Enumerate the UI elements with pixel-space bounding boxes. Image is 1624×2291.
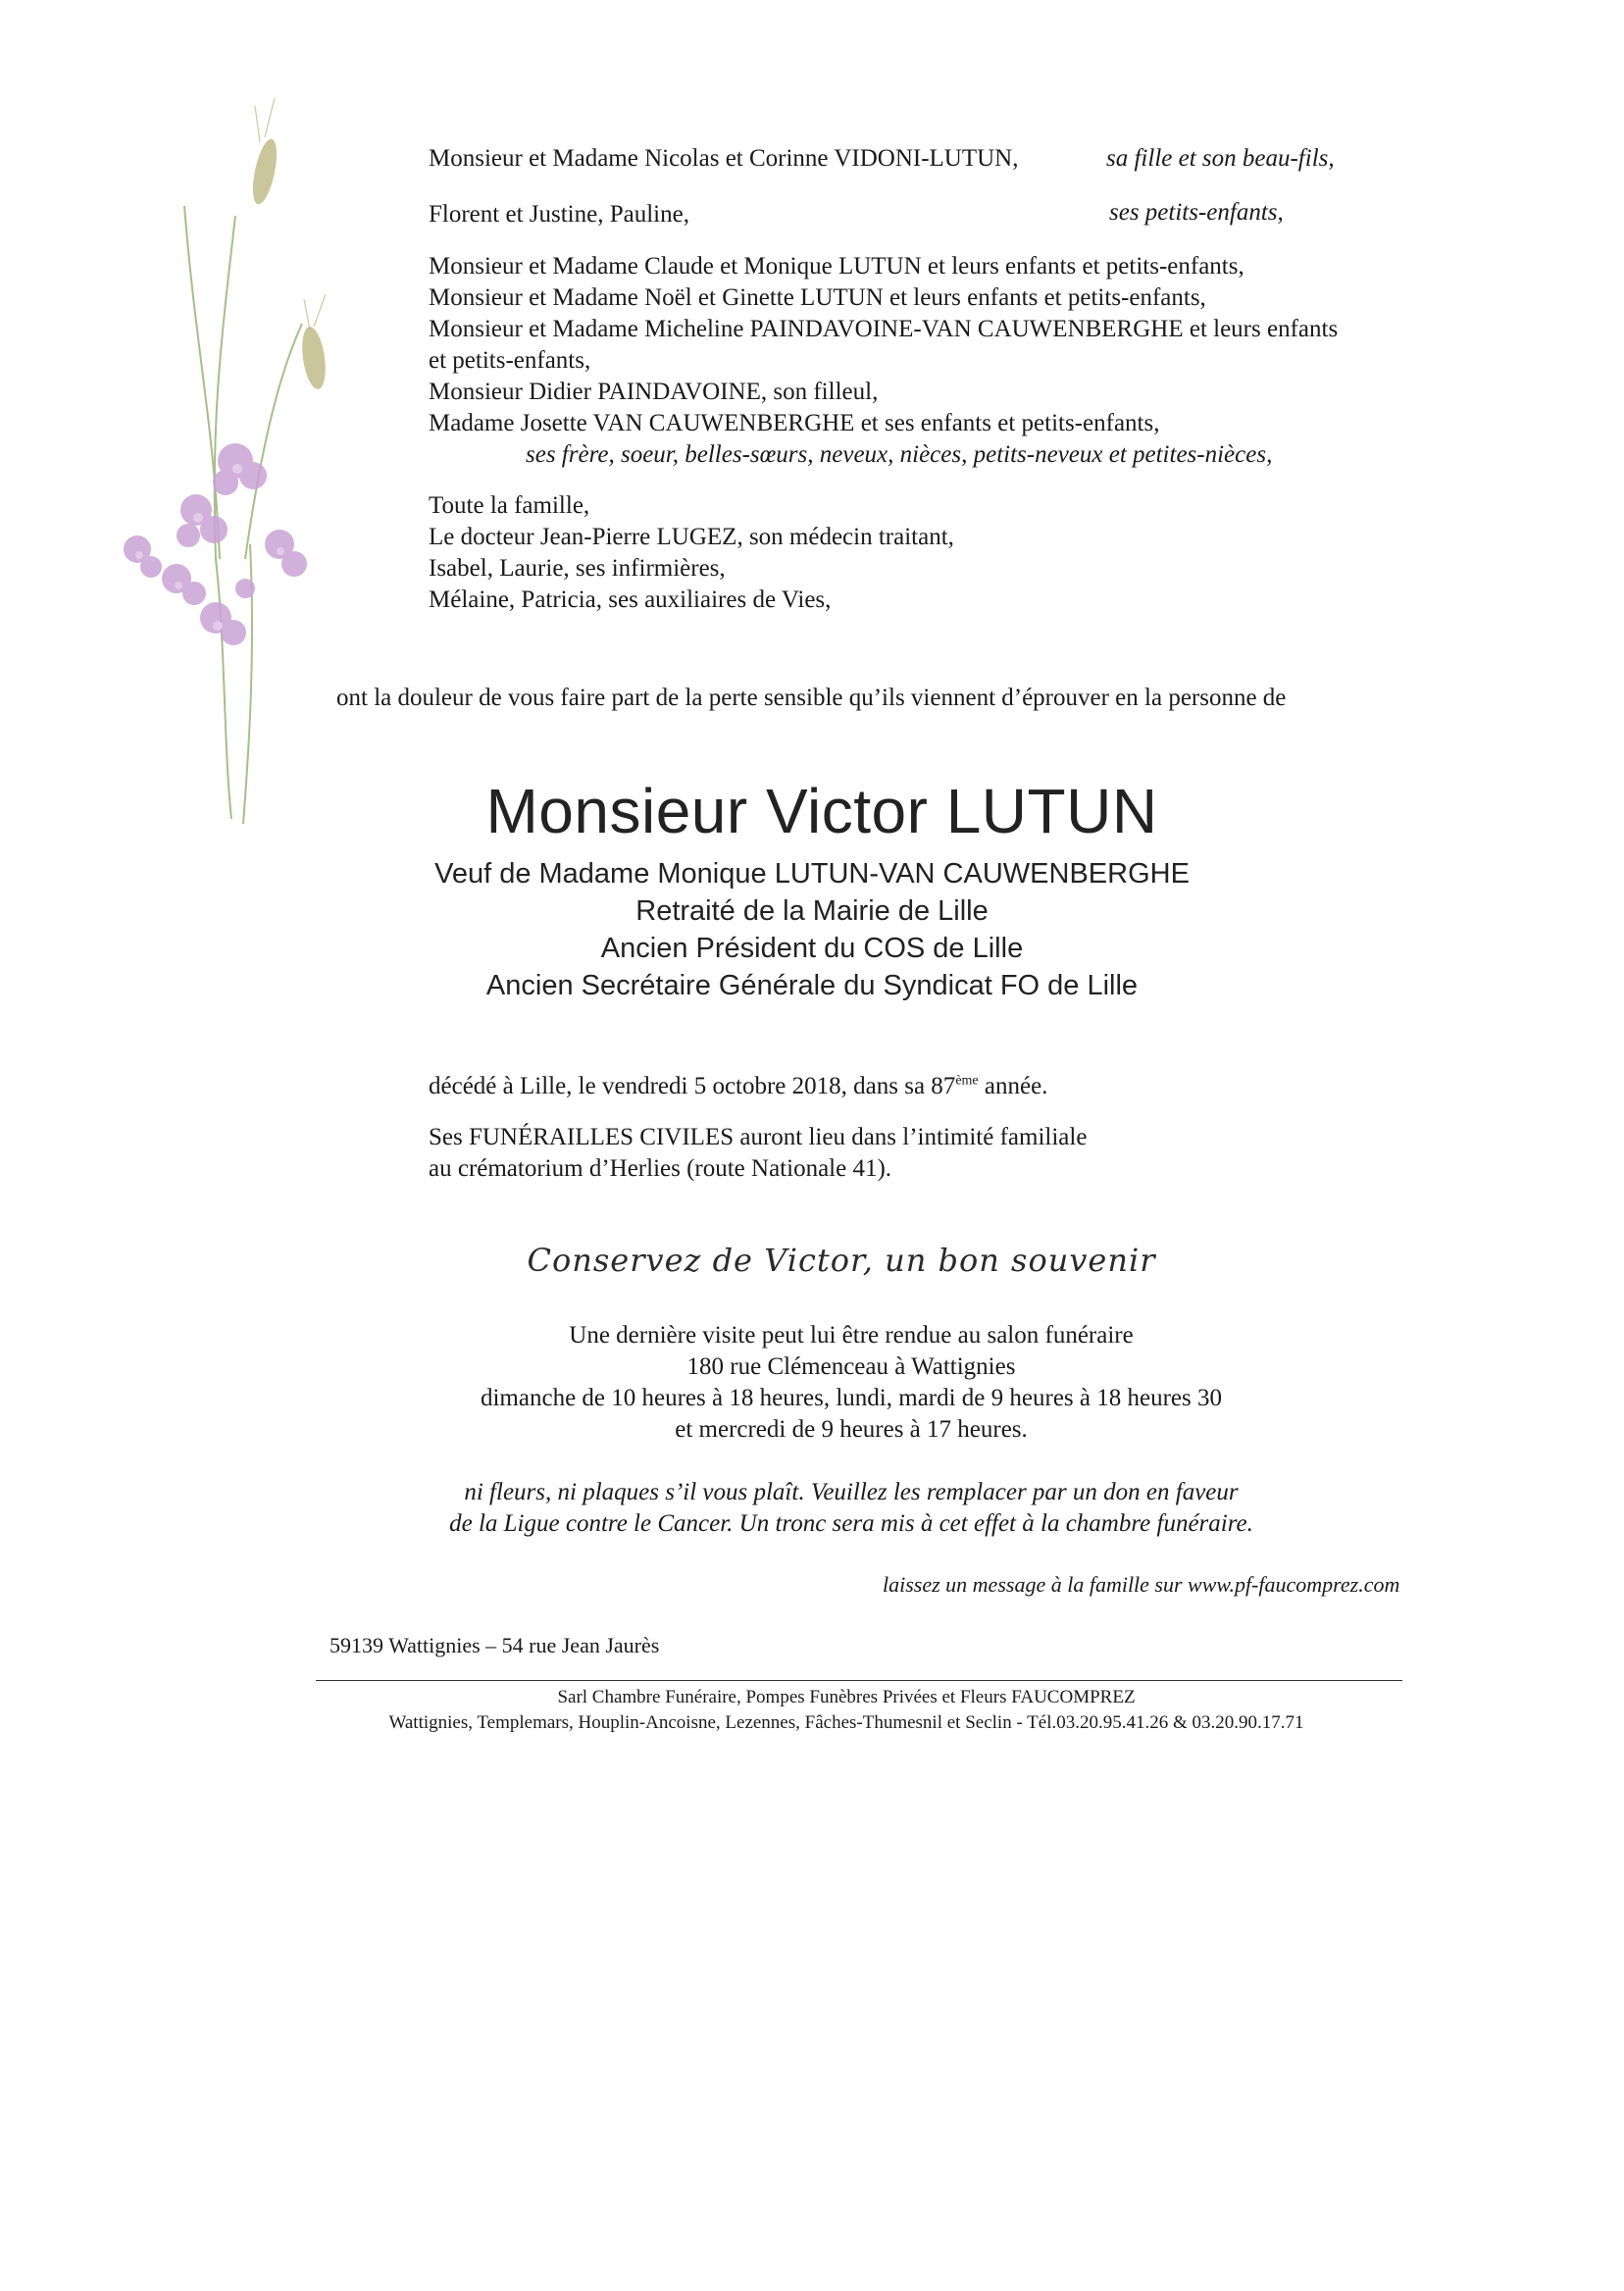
flower-illustration [118, 98, 343, 843]
address-text: 59139 Wattignies – 54 rue Jean Jaurès [330, 1633, 660, 1657]
siblings-role: ses frère, soeur, belles-sœurs, neveux, nièces, petits-neveux et petites-nièces, [526, 441, 1273, 468]
deceased-title: Ancien Secrétaire Générale du Syndicat FO de Lille [485, 970, 1139, 1001]
footer-locations: Wattignies, Templemars, Houplin-Ancoisne, Lezennes, Fâches-Thumesnil et Seclin - Tél.03.20.95.41.26 & 03.20.90.17.71 [388, 1712, 1304, 1733]
family-role-daughter: sa fille et son beau-fils, [1106, 145, 1335, 172]
announcement-text: ont la douleur de vous faire part de la perte sensible qu’ils viennent d’éprouver en la personne de [336, 685, 1287, 711]
funeral-line: au crématorium d’Herlies (route Nationale 41). [429, 1155, 892, 1182]
family-role-grandchildren: ses petits-enfants, [1109, 199, 1284, 226]
sibling-line: Monsieur Didier PAINDAVOINE, son filleul, [429, 379, 879, 405]
other-line: Isabel, Laurie, ses infirmières, [429, 555, 726, 582]
sibling-line: Monsieur et Madame Claude et Monique LUTUN et leurs enfants et petits-enfants, [429, 253, 1244, 280]
sibling-line: Madame Josette VAN CAUWENBERGHE et ses enfants et petits-enfants, [429, 410, 1160, 436]
deceased-title: Ancien Président du COS de Lille [600, 933, 1024, 964]
souvenir-text: Conservez de Victor, un bon souvenir [527, 1242, 1156, 1279]
footer-divider [316, 1680, 1402, 1681]
sibling-line: et petits-enfants, [429, 347, 591, 374]
flowers-notice-line: ni fleurs, ni plaques s’il vous plaît. Veuillez les remplacer par un don en faveur [464, 1479, 1239, 1505]
other-line: Le docteur Jean-Pierre LUGEZ, son médecin traitant, [429, 524, 954, 550]
sibling-line: Monsieur et Madame Micheline PAINDAVOINE-VAN CAUWENBERGHE et leurs enfants [429, 316, 1339, 342]
visit-line: et mercredi de 9 heures à 17 heures. [675, 1416, 1028, 1443]
family-line-daughter: Monsieur et Madame Nicolas et Corinne VIDONI-LUTUN, [429, 145, 1019, 172]
death-superscript: ème [955, 1073, 979, 1089]
other-line: Toute la famille, [429, 492, 590, 519]
deceased-title: Retraité de la Mairie de Lille [635, 895, 989, 927]
death-text-end: année. [978, 1073, 1048, 1099]
message-link[interactable]: laissez un message à la famille sur www.pf-faucomprez.com [883, 1572, 1400, 1597]
footer-company: Sarl Chambre Funéraire, Pompes Funèbres Privées et Fleurs FAUCOMPREZ [557, 1687, 1136, 1707]
sibling-line: Monsieur et Madame Noël et Ginette LUTUN et leurs enfants et petits-enfants, [429, 284, 1206, 311]
other-line: Mélaine, Patricia, ses auxiliaires de Vies, [429, 586, 832, 613]
visit-line: Une dernière visite peut lui être rendue au salon funéraire [569, 1322, 1134, 1349]
deceased-title: Veuf de Madame Monique LUTUN-VAN CAUWENBERGHE [434, 858, 1190, 890]
visit-line: dimanche de 10 heures à 18 heures, lundi, mardi de 9 heures à 18 heures 30 [480, 1385, 1222, 1411]
death-info [429, 1071, 1047, 1102]
flowers-notice-line: de la Ligue contre le Cancer. Un tronc sera mis à cet effet à la chambre funéraire. [449, 1510, 1253, 1537]
visit-line: 180 rue Clémenceau à Wattignies [686, 1353, 1016, 1380]
death-text: décédé à Lille, le vendredi 5 octobre 2018, dans sa 87 [429, 1073, 956, 1099]
deceased-name: Monsieur Victor LUTUN [485, 776, 1158, 846]
family-line-grandchildren: Florent et Justine, Pauline, [429, 201, 689, 228]
funeral-line: Ses FUNÉRAILLES CIVILES auront lieu dans l’intimité familiale [429, 1124, 1088, 1150]
